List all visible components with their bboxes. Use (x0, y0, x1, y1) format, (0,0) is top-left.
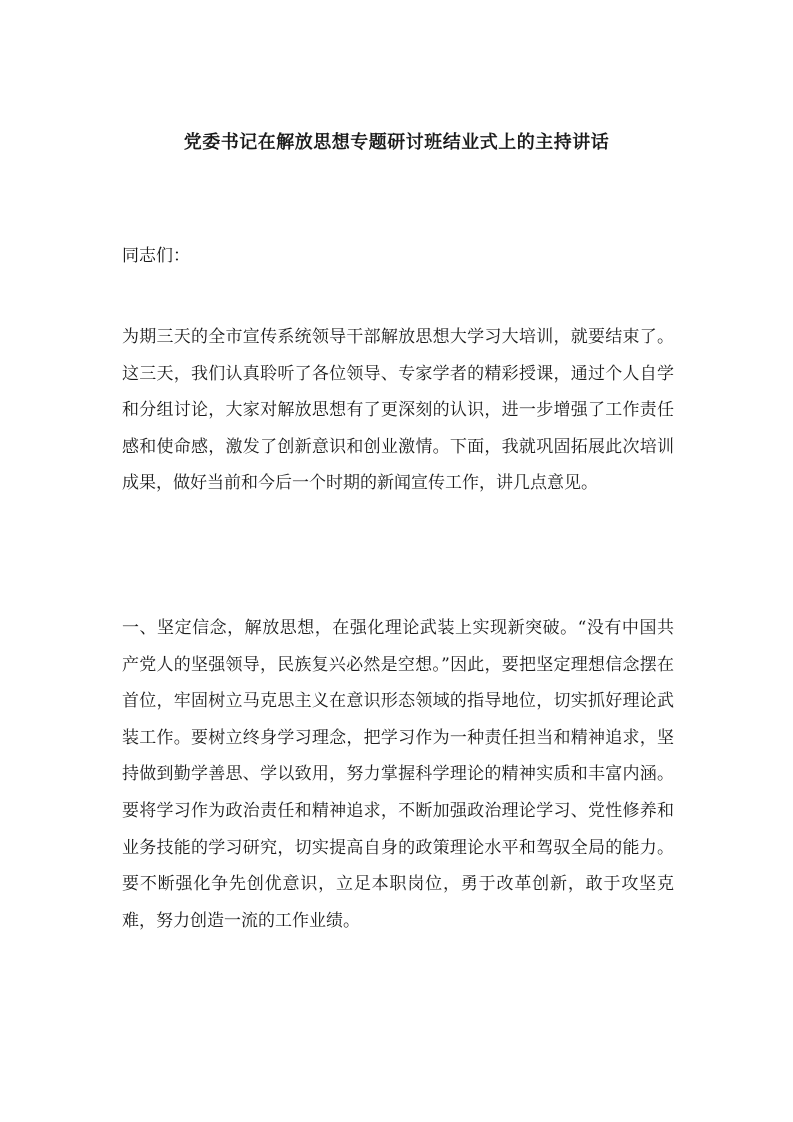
document-title: 党委书记在解放思想专题研讨班结业式上的主持讲话 (183, 132, 610, 153)
salutation: 同志们： (122, 246, 190, 266)
paragraph-intro: 为期三天的全市宣传系统领导干部解放思想大学习大培训，就要结束了。这三天，我们认真聆听了各位领导、专家学者的精彩授课，通过个人自学和分组讨论，大家对解放思想有了更深刻的认识，进一步增强了工作责任感和使命感，激发了创新意识和创业激情。下面，我就巩固拓展此次培训成果，做好当前和今后一个时期的新闻宣传工作，讲几点意见。 (122, 327, 674, 494)
paragraph-section-one: 一、坚定信念，解放思想，在强化理论武装上实现新突破。“没有中国共产党人的坚强领导，民族复兴必然是空想。”因此，要把坚定理想信念摆在首位，牢固树立马克思主义在意识形态领域的指导地位，切实抓好理论武装工作。要树立终身学习理念，把学习作为一种责任担当和精神追求，坚持做到勤学善思、学以致用，努力掌握科学理论的精神实质和丰富内涵。要将学习作为政治责任和精神追求，不断加强政治理论学习、党性修养和业务技能的学习研究，切实提高自身的政策理论水平和驾驭全局的能力。要不断强化争先创优意识，立足本职岗位，勇于改革创新，敢于攻坚克难，努力创造一流的工作业绩。 (122, 618, 674, 931)
